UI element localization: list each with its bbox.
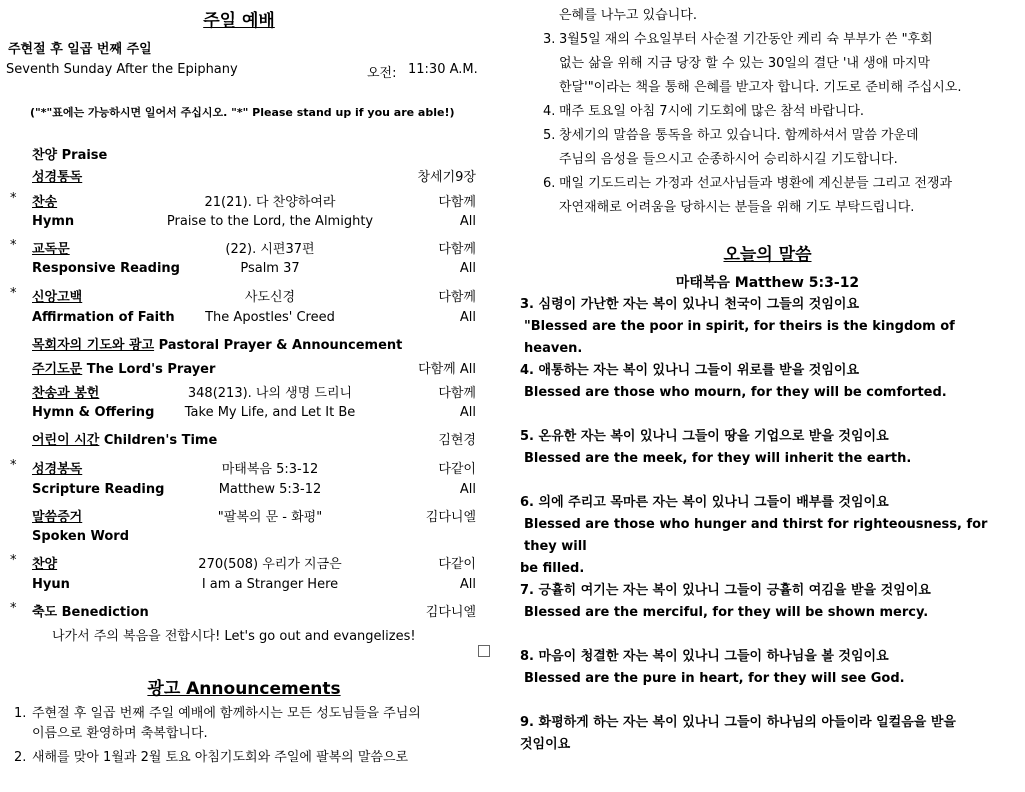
order-detail: "팔복의 문 - 화평" — [217, 510, 323, 525]
left-column — [0, 0, 500, 792]
order-detail: The Apostles' Creed — [205, 310, 335, 325]
verse-item — [520, 360, 1010, 404]
announcement-text: 3월5일 재의 수요일부터 사순절 기간동안 케리 슉 부부가 쓴 "후회 — [559, 32, 933, 47]
order-name-english: Pastoral Prayer & Announcement — [154, 338, 403, 353]
verse-korean: 7. 긍휼히 여기는 자는 복이 있나니 그들이 긍휼히 여김을 받을 것임이요 — [520, 583, 931, 598]
verse-english-continued: 것임이요 — [520, 737, 571, 752]
order-leader: 다함께 — [438, 290, 476, 305]
order-leader: 김다니엘 — [425, 510, 476, 525]
order-name — [32, 458, 82, 477]
order-name — [32, 358, 215, 377]
order-leader: 김다니엘 — [425, 605, 476, 620]
order-name: 찬양 Praise — [32, 148, 108, 163]
announcement-number: 2. — [14, 750, 27, 765]
order-name — [32, 334, 402, 353]
announcement-text: 주현절 후 일곱 번째 주일 예배에 함께하시는 모든 성도님들을 주님의 — [32, 706, 421, 721]
verse-english: Blessed are those who hunger and thirst for righteousness, for they will — [524, 517, 988, 554]
verse-item — [520, 712, 1010, 756]
closing-message: 나가서 주의 복음을 전합시다! Let's go out and evangelizes! — [52, 629, 416, 644]
order-name — [32, 286, 82, 305]
announcement-text: 매주 토요일 아침 7시에 기도회에 많은 참석 바랍니다. — [559, 104, 865, 119]
order-leader: 다같이 — [438, 462, 476, 477]
order-name-korean: 목회자의 기도와 광고 — [32, 338, 155, 353]
order-row — [0, 191, 490, 213]
announcement-line — [543, 124, 1023, 148]
order-leader: 창세기9장 — [417, 170, 476, 185]
order-name — [32, 429, 217, 448]
announcement-text: 새해를 맞아 1월과 2월 토요 아침기도회와 주일에 팔복의 말씀으로 — [32, 750, 409, 765]
order-row — [0, 238, 490, 260]
announcement-item — [559, 4, 1025, 28]
order-leader: 다함께 All — [418, 362, 476, 377]
right-column — [515, 0, 1020, 792]
verse-english: Blessed are the pure in heart, for they will see God. — [524, 671, 905, 686]
order-leader: 다함께 — [438, 242, 476, 257]
order-row — [0, 506, 490, 528]
order-name: Hyun — [32, 577, 70, 592]
verse-item — [520, 492, 1010, 580]
order-leader: 다함께 — [438, 195, 476, 210]
order-name-korean: 성경통독 — [32, 170, 83, 185]
announcement-item — [543, 124, 1023, 172]
announcement-line — [14, 704, 484, 724]
announcement-line — [14, 748, 484, 768]
announcement-text: 은혜를 나누고 있습니다. — [559, 8, 697, 23]
announcement-text: 매일 기도드리는 가정과 선교사님들과 병환에 계신분들 그리고 전쟁과 — [559, 176, 953, 191]
order-name-korean: 찬송과 봉헌 — [32, 386, 100, 401]
order-row — [0, 286, 490, 308]
order-row — [0, 553, 490, 575]
verse-korean: 3. 심령이 가난한 자는 복이 있나니 천국이 그들의 것임이요 — [520, 297, 860, 312]
announcement-line — [543, 100, 1023, 124]
order-row — [0, 358, 490, 380]
order-star: * — [10, 601, 17, 616]
order-row — [0, 310, 490, 332]
verse-item — [520, 646, 1010, 690]
order-name — [32, 166, 82, 185]
worship-title: 주일 예배 — [203, 11, 275, 31]
announcement-number: 5. — [543, 128, 556, 143]
order-leader: 다함께 — [438, 386, 476, 401]
order-name: Hymn — [32, 214, 75, 229]
order-detail: 마태복음 5:3-12 — [221, 462, 319, 477]
announcement-number: 6. — [543, 176, 556, 191]
order-detail: Take My Life, and Let It Be — [184, 405, 356, 420]
order-name-korean: 교독문 — [32, 242, 70, 257]
verse-item — [520, 580, 1010, 624]
verse-english: "Blessed are the poor in spirit, for theirs is the kingdom of heaven. — [524, 319, 955, 356]
announcement-item — [543, 28, 1023, 100]
order-row — [0, 144, 490, 166]
order-star: * — [10, 286, 17, 301]
announcement-text: 없는 삶을 위해 지금 당장 할 수 있는 30일의 결단 '내 생애 마지막 — [559, 56, 931, 71]
subtitle-korean: 주현절 후 일곱 번째 주일 — [8, 42, 152, 57]
announcement-item — [14, 704, 484, 744]
announcement-line — [543, 28, 1023, 52]
order-name: 축도 Benediction — [32, 605, 149, 620]
order-name-korean: 주기도문 — [32, 362, 83, 377]
announcement-item — [543, 100, 1023, 124]
order-detail: Praise to the Lord, the Almighty — [166, 214, 374, 229]
announcement-number: 3. — [543, 32, 556, 47]
verse-english: Blessed are the meek, for they will inherit the earth. — [524, 451, 912, 466]
order-row — [0, 482, 490, 504]
announcement-item — [543, 172, 1023, 220]
order-row — [0, 601, 490, 623]
stand-note: ("*"표에는 가능하시면 일어서 주십시오. "*" Please stand up if you are able!) — [30, 106, 455, 119]
order-leader: 김현경 — [438, 433, 476, 448]
order-name — [32, 553, 57, 572]
order-name: Spoken Word — [32, 529, 130, 544]
time-label: 오전: — [367, 66, 397, 81]
announcement-text: 주님의 음성을 들으시고 순종하시어 승리하시길 기도합니다. — [559, 152, 898, 167]
order-name-korean: 신앙고백 — [32, 290, 83, 305]
order-star: * — [10, 458, 17, 473]
order-star: * — [10, 191, 17, 206]
announcement-number: 4. — [543, 104, 556, 119]
order-leader: All — [459, 405, 476, 420]
verse-korean: 6. 의에 주리고 목마른 자는 복이 있나니 그들이 배부를 것임이요 — [520, 495, 889, 510]
verse-english: Blessed are those who mourn, for they will be comforted. — [524, 385, 947, 400]
order-name — [32, 191, 57, 210]
order-name: Responsive Reading — [32, 261, 180, 276]
order-detail: 270(508) 우리가 지금은 — [198, 557, 342, 572]
order-detail: 사도신경 — [244, 290, 296, 305]
order-leader: All — [459, 577, 476, 592]
order-detail: Psalm 37 — [240, 261, 300, 276]
word-reference: 마태복음 Matthew 5:3-12 — [675, 275, 860, 291]
order-detail: I am a Stranger Here — [201, 577, 339, 592]
announcement-text: 창세기의 말씀을 통독을 하고 있습니다. 함께하셔서 말씀 가운데 — [559, 128, 919, 143]
order-row — [0, 405, 490, 427]
order-star: * — [10, 553, 17, 568]
order-detail: 21(21). 다 찬양하여라 — [204, 195, 336, 210]
order-row — [0, 429, 490, 451]
order-name — [32, 382, 99, 401]
announcement-item — [14, 748, 484, 768]
verse-korean: 8. 마음이 청결한 자는 복이 있나니 그들이 하나님을 볼 것임이요 — [520, 649, 889, 664]
verse-english: Blessed are the merciful, for they will be shown mercy. — [524, 605, 929, 620]
order-row — [0, 166, 490, 188]
announcements-title: 광고 Announcements — [147, 679, 341, 699]
verse-korean: 9. 화평하게 하는 자는 복이 있나니 그들이 하나님의 아들이라 일컬음을 받을 — [520, 715, 956, 730]
order-row — [0, 334, 490, 356]
announcement-number: 1. — [14, 706, 27, 721]
verse-item — [520, 426, 1010, 470]
order-row — [0, 529, 490, 551]
order-row — [0, 382, 490, 404]
order-row — [0, 458, 490, 480]
announcement-line — [543, 172, 1023, 196]
order-leader: All — [459, 482, 476, 497]
verse-item — [520, 294, 1010, 360]
verse-korean: 5. 온유한 자는 복이 있나니 그들이 땅을 기업으로 받을 것임이요 — [520, 429, 889, 444]
order-name-english: The Lord's Prayer — [82, 362, 216, 377]
order-name-korean: 찬양 — [32, 557, 58, 572]
order-name-korean: 말씀증거 — [32, 510, 83, 525]
order-leader: All — [459, 261, 476, 276]
subtitle-english: Seventh Sunday After the Epiphany — [6, 62, 238, 77]
order-leader: 다같이 — [438, 557, 476, 572]
verse-korean: 4. 애통하는 자는 복이 있나니 그들이 위로를 받을 것임이요 — [520, 363, 860, 378]
order-leader: All — [459, 310, 476, 325]
order-detail: 348(213). 나의 생명 드리니 — [187, 386, 353, 401]
checkbox[interactable] — [478, 645, 490, 657]
time-value: 11:30 A.M. — [408, 62, 478, 77]
order-row — [0, 214, 490, 236]
word-title: 오늘의 말씀 — [723, 245, 812, 265]
order-leader: All — [459, 214, 476, 229]
order-name-korean: 찬송 — [32, 195, 58, 210]
announcement-text: 한달'"이라는 책을 통해 은혜를 받고자 합니다. 기도로 준비해 주십시오. — [559, 80, 962, 95]
order-name — [32, 506, 82, 525]
order-row — [0, 577, 490, 599]
verse-english-continued: be filled. — [520, 561, 585, 576]
order-name-english: Children's Time — [99, 433, 218, 448]
order-detail: Matthew 5:3-12 — [218, 482, 322, 497]
order-name-korean: 성경봉독 — [32, 462, 83, 477]
order-name: Affirmation of Faith — [32, 310, 175, 325]
order-name: Hymn & Offering — [32, 405, 155, 420]
announcement-text: 자연재해로 어려움을 당하시는 분들을 위해 기도 부탁드립니다. — [559, 200, 915, 215]
order-name-korean: 어린이 시간 — [32, 433, 100, 448]
announcement-line — [559, 4, 1025, 28]
order-name: Scripture Reading — [32, 482, 165, 497]
order-star: * — [10, 238, 17, 253]
announcement-text: 이름으로 환영하며 축복합니다. — [32, 726, 208, 741]
order-row — [0, 261, 490, 283]
order-name — [32, 238, 70, 257]
order-detail: (22). 시편37편 — [225, 242, 315, 257]
